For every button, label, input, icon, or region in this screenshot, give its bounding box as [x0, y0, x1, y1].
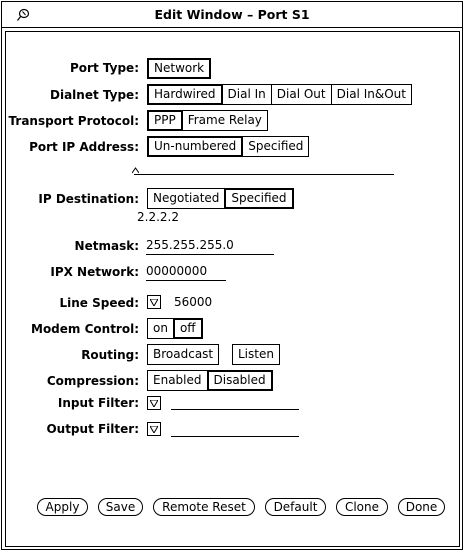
remote-reset-button[interactable]: Remote Reset [153, 498, 255, 516]
menu-triangle-icon [150, 299, 158, 306]
routing-listen-toggle[interactable]: Listen [232, 344, 280, 365]
dialnet-option-dial-in[interactable]: Dial In [222, 84, 272, 105]
output-filter-menu-button[interactable] [147, 422, 161, 436]
transport-option-frame-relay[interactable]: Frame Relay [182, 110, 268, 131]
ipx-network-field[interactable]: 00000000 [146, 264, 226, 281]
compression-selector [147, 370, 273, 391]
modem-control-label: Modem Control: [31, 322, 139, 336]
apply-button[interactable]: Apply [37, 498, 88, 516]
port-ip-option-unnumbered[interactable]: Un-numbered [147, 136, 243, 157]
compression-option-enabled[interactable]: Enabled [147, 370, 208, 391]
port-type-value[interactable]: Network [147, 58, 211, 79]
transport-protocol-selector [147, 110, 268, 131]
menu-triangle-icon [150, 400, 158, 407]
dialnet-type-selector [147, 84, 412, 105]
routing-broadcast-toggle[interactable]: Broadcast [147, 344, 219, 365]
input-filter-menu-button[interactable] [147, 396, 161, 410]
routing-label: Routing: [81, 348, 139, 362]
transport-option-ppp[interactable]: PPP [147, 110, 183, 131]
ip-destination-label: IP Destination: [38, 192, 139, 206]
port-ip-address-field[interactable] [134, 158, 394, 175]
ip-destination-selector [147, 188, 294, 209]
compression-option-disabled[interactable]: Disabled [207, 370, 273, 391]
line-speed-label: Line Speed: [59, 296, 139, 310]
title-bar[interactable] [2, 2, 462, 28]
default-button[interactable]: Default [265, 498, 326, 516]
port-ip-option-specified[interactable]: Specified [242, 136, 309, 157]
ipx-network-label: IPX Network: [50, 265, 139, 279]
port-ip-address-label: Port IP Address: [29, 140, 139, 154]
input-filter-label: Input Filter: [57, 396, 139, 410]
done-button[interactable]: Done [398, 498, 445, 516]
save-button[interactable]: Save [98, 498, 143, 516]
dialnet-option-dial-in-out[interactable]: Dial In&Out [331, 84, 412, 105]
netmask-field[interactable]: 255.255.255.0 [146, 238, 274, 255]
line-speed-value: 56000 [174, 295, 213, 309]
netmask-label: Netmask: [74, 239, 139, 253]
port-type-label: Port Type: [70, 61, 139, 75]
dialnet-option-dial-out[interactable]: Dial Out [271, 84, 332, 105]
ip-destination-option-negotiated[interactable]: Negotiated [147, 188, 225, 209]
input-filter-field[interactable] [171, 393, 299, 410]
text-caret-icon [132, 167, 139, 174]
ip-destination-field[interactable]: 2.2.2.2 [137, 210, 179, 224]
compression-label: Compression: [46, 374, 139, 388]
ip-destination-option-specified[interactable]: Specified [224, 188, 293, 209]
modem-control-option-on[interactable]: on [147, 318, 174, 339]
output-filter-label: Output Filter: [46, 422, 139, 436]
line-speed-menu-button[interactable] [147, 295, 161, 309]
dialnet-option-hardwired[interactable]: Hardwired [147, 84, 223, 105]
menu-triangle-icon [150, 426, 158, 433]
dialnet-type-label: Dialnet Type: [50, 88, 139, 102]
modem-control-option-off[interactable]: off [173, 318, 203, 339]
port-ip-address-selector [147, 136, 309, 157]
form-panel [5, 31, 460, 547]
modem-control-selector [147, 318, 203, 339]
clone-button[interactable]: Clone [336, 498, 388, 516]
transport-protocol-label: Transport Protocol: [8, 114, 139, 128]
window-title: Edit Window – Port S1 [154, 7, 310, 22]
output-filter-field[interactable] [171, 420, 299, 437]
